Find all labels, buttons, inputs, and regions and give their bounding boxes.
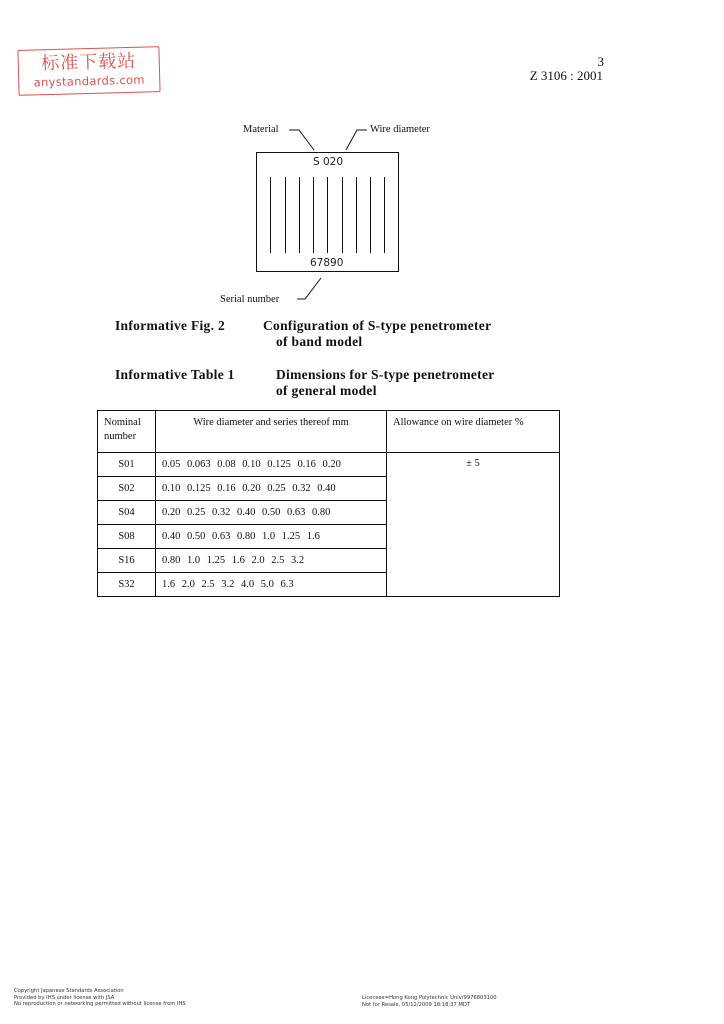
table-caption-line2: of general model [276, 383, 377, 398]
wire-diameter-label: Wire diameter [370, 124, 430, 135]
wire-3 [299, 177, 300, 253]
footer-right [362, 995, 497, 1008]
wire-9 [384, 177, 385, 253]
values-cell: 0.05 0.063 0.08 0.10 0.125 0.16 0.20 [156, 453, 387, 477]
penetrometer-code: S 020 [313, 156, 344, 168]
wire-8 [370, 177, 371, 253]
nominal-cell: S02 [98, 477, 156, 501]
table-row [98, 453, 560, 477]
page-number: 3 [597, 54, 604, 69]
watermark-chinese: 标准下载站 [41, 50, 137, 75]
nominal-cell: S32 [98, 573, 156, 597]
standard-number: Z 3106 : 2001 [529, 68, 603, 83]
material-label: Material [243, 124, 279, 135]
wire-4 [313, 177, 314, 253]
values-cell: 0.80 1.0 1.25 1.6 2.0 2.5 3.2 [156, 549, 387, 573]
nominal-cell: S01 [98, 453, 156, 477]
wire-7 [356, 177, 357, 253]
penetrometer-diagram [256, 152, 399, 272]
footer-left [14, 988, 186, 1008]
wire-6 [342, 177, 343, 253]
wire-1 [270, 177, 271, 253]
footer-copyright: Copyright Japanese Standards Association [14, 988, 124, 994]
table-header-row [98, 411, 560, 453]
table-caption-prefix: Informative Table 1 [115, 367, 235, 382]
figure-caption-line2: of band model [276, 334, 363, 349]
header-allowance: Allowance on wire diameter % [387, 411, 560, 453]
values-cell: 0.20 0.25 0.32 0.40 0.50 0.63 0.80 [156, 501, 387, 525]
footer-provided: Provided by IHS under license with JSA [14, 994, 115, 1001]
values-cell: 1.6 2.0 2.5 3.2 4.0 5.0 6.3 [156, 573, 387, 597]
watermark-url: anystandards.com [33, 72, 146, 90]
penetrometer-serial: 67890 [310, 257, 344, 269]
header-wire-diameter: Wire diameter and series thereof mm [156, 411, 387, 453]
footer-no-reproduction: No reproduction or networking permitted without license from IHS [14, 1001, 186, 1007]
nominal-cell: S04 [98, 501, 156, 525]
table-caption-line1: Dimensions for S-type penetrometer [276, 367, 495, 382]
wire-5 [327, 177, 328, 253]
footer-licensee: Licensee=Hong Kong Polytechnic Univ/9976803100 [362, 995, 497, 1001]
serial-number-label: Serial number [220, 294, 280, 305]
dimensions-table [97, 410, 560, 597]
values-cell: 0.40 0.50 0.63 0.80 1.0 1.25 1.6 [156, 525, 387, 549]
values-cell: 0.10 0.125 0.16 0.20 0.25 0.32 0.40 [156, 477, 387, 501]
wire-2 [285, 177, 286, 253]
figure-caption-prefix: Informative Fig. 2 [115, 318, 226, 333]
nominal-cell: S16 [98, 549, 156, 573]
nominal-cell: S08 [98, 525, 156, 549]
header-nominal-number: Nominal number [98, 411, 156, 453]
footer-not-for-resale: Not for Resale, 05/12/2009 18:18:37 MDT [362, 1001, 471, 1008]
allowance-cell: ± 5 [387, 453, 560, 597]
figure-caption-line1: Configuration of S-type penetrometer [263, 318, 492, 333]
